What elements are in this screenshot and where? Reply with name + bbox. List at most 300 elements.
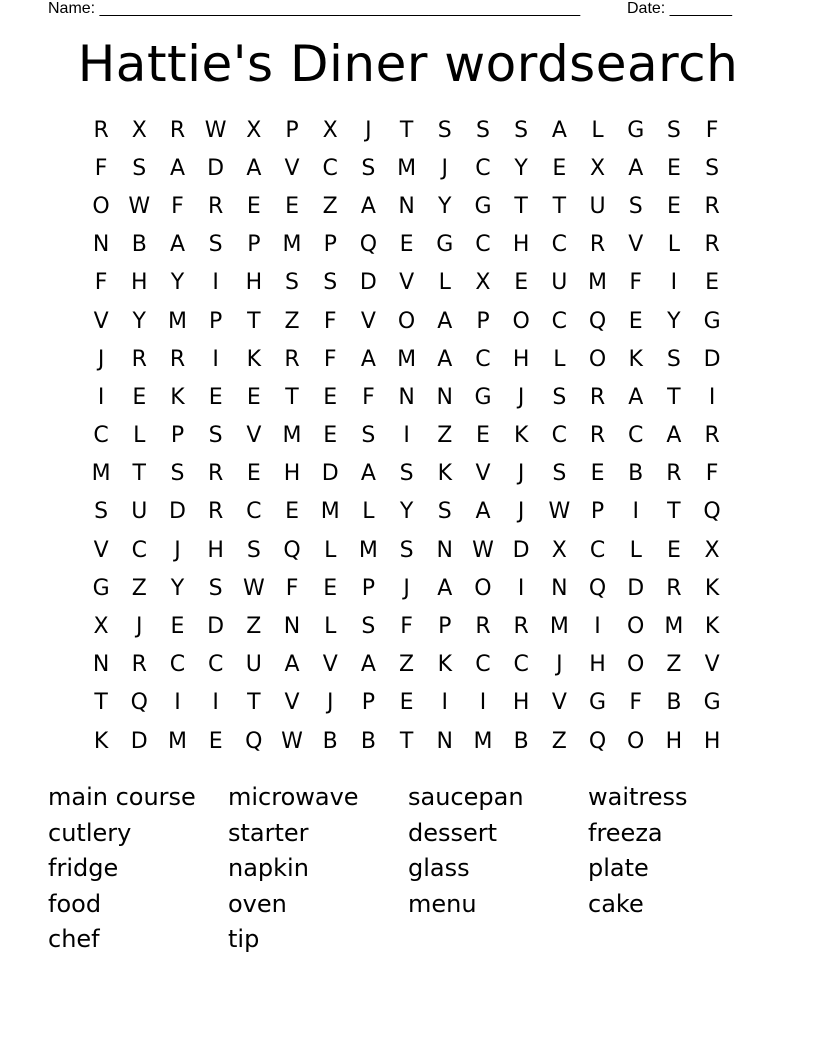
grid-cell: X — [589, 155, 606, 181]
grid-cell: D — [627, 575, 645, 601]
grid-cell: F — [171, 193, 184, 219]
grid-cell: R — [704, 232, 720, 258]
grid-cell: C — [93, 423, 109, 449]
grid-cell: H — [512, 346, 530, 372]
grid-cell: K — [437, 652, 452, 678]
grid-cell: M — [167, 308, 187, 334]
grid-cell: J — [136, 614, 143, 640]
grid-cell: C — [246, 499, 262, 525]
grid-cell: F — [94, 155, 108, 181]
grid-cell: S — [208, 232, 223, 258]
grid-cell: D — [168, 499, 186, 525]
letter-grid — [82, 111, 731, 760]
grid-cell: H — [703, 728, 721, 754]
grid-cell: O — [512, 308, 530, 334]
grid-cell: J — [517, 384, 525, 410]
grid-cell: P — [209, 308, 223, 334]
grid-cell: F — [629, 690, 643, 716]
grid-cell: X — [704, 537, 720, 563]
grid-cell: N — [92, 652, 110, 678]
grid-cell: L — [324, 614, 337, 640]
grid-cell: R — [704, 193, 720, 219]
grid-cell: Q — [359, 232, 378, 258]
grid-cell: A — [628, 384, 644, 410]
grid-cell: T — [667, 384, 681, 410]
grid-cell: I — [708, 384, 716, 410]
grid-cell: P — [323, 232, 337, 258]
grid-cell: L — [553, 346, 566, 372]
grid-cell: U — [245, 652, 262, 678]
grid-cell: Y — [132, 308, 146, 334]
grid-cell: B — [360, 728, 376, 754]
grid-cell: I — [174, 690, 181, 716]
grid-cell: G — [703, 690, 721, 716]
grid-cell: O — [474, 575, 492, 601]
word-list-item: starter — [228, 818, 309, 847]
grid-cell: Z — [131, 575, 147, 601]
grid-cell: I — [479, 690, 487, 716]
grid-cell: S — [170, 461, 185, 487]
grid-cell: W — [128, 193, 151, 219]
word-list-item: fridge — [48, 854, 119, 882]
grid-cell: A — [360, 346, 376, 372]
word-list-item: waitress — [588, 783, 688, 811]
word-list-item: napkin — [228, 854, 309, 882]
grid-cell: Q — [588, 308, 607, 334]
grid-cell: O — [627, 614, 645, 640]
grid-cell: E — [514, 270, 529, 296]
grid-cell: J — [97, 346, 105, 372]
grid-cell: B — [513, 728, 529, 754]
grid-cell: E — [132, 384, 147, 410]
word-list-item: microwave — [228, 783, 359, 811]
grid-cell: J — [365, 117, 372, 143]
grid-cell: R — [666, 575, 682, 601]
grid-cell: P — [361, 575, 376, 601]
grid-cell: R — [666, 461, 682, 487]
grid-cell: C — [628, 423, 644, 449]
grid-cell: K — [513, 423, 529, 449]
grid-cell: Q — [588, 728, 607, 754]
grid-cell: A — [437, 575, 453, 601]
grid-cell: J — [441, 155, 449, 181]
page-title: Hattie's Diner wordsearch — [77, 35, 739, 93]
grid-cell: N — [398, 384, 415, 410]
grid-cell: H — [131, 270, 148, 296]
grid-cell: J — [174, 537, 181, 563]
grid-cell: J — [556, 652, 563, 678]
grid-cell: V — [475, 461, 491, 487]
grid-cell: I — [670, 270, 678, 296]
grid-cell: E — [590, 461, 605, 487]
grid-cell: M — [91, 461, 111, 487]
grid-cell: O — [627, 652, 645, 678]
grid-cell: R — [704, 423, 720, 449]
grid-cell: R — [208, 461, 224, 487]
grid-cell: V — [93, 537, 109, 563]
grid-cell: N — [92, 232, 110, 258]
grid-cell: O — [588, 346, 607, 372]
grid-cell: Q — [245, 728, 263, 754]
grid-cell: E — [285, 499, 299, 525]
grid-cell: T — [552, 193, 567, 219]
grid-cell: O — [397, 308, 416, 334]
grid-cell: M — [320, 499, 340, 525]
grid-cell: V — [93, 308, 109, 334]
grid-cell: S — [208, 423, 223, 449]
grid-cell: V — [360, 308, 376, 334]
grid-cell: H — [589, 652, 606, 678]
grid-cell: K — [170, 384, 185, 410]
grid-cell: A — [628, 155, 644, 181]
grid-cell: D — [207, 614, 225, 640]
grid-cell: G — [627, 117, 645, 143]
grid-cell: S — [514, 117, 529, 143]
grid-cell: R — [169, 346, 186, 372]
grid-cell: A — [169, 155, 185, 181]
grid-cell: T — [94, 690, 108, 716]
grid-cell: C — [131, 537, 147, 563]
grid-cell: A — [169, 232, 185, 258]
grid-cell: A — [437, 346, 453, 372]
grid-cell: F — [285, 575, 299, 601]
grid-cell: E — [323, 423, 338, 449]
grid-cell: E — [246, 193, 261, 219]
grid-cell: M — [588, 270, 608, 296]
grid-cell: G — [436, 232, 454, 258]
grid-cell: M — [282, 423, 302, 449]
word-list-item: saucepan — [408, 783, 524, 811]
grid-cell: S — [552, 461, 567, 487]
grid-cell: H — [207, 537, 224, 563]
grid-cell: M — [358, 537, 378, 563]
grid-cell: Z — [437, 423, 453, 449]
grid-cell: C — [475, 155, 491, 181]
grid-cell: H — [512, 690, 530, 716]
grid-cell: R — [208, 193, 224, 219]
grid-cell: F — [94, 270, 108, 296]
grid-cell: S — [552, 384, 567, 410]
grid-cell: X — [551, 537, 567, 563]
grid-cell: S — [705, 155, 720, 181]
grid-cell: U — [131, 499, 148, 525]
word-list-item: cake — [588, 889, 644, 918]
word-list-item: main course — [48, 783, 196, 811]
grid-cell: R — [131, 346, 147, 372]
grid-cell: E — [285, 193, 299, 219]
grid-cell: F — [362, 384, 375, 410]
grid-cell: I — [517, 575, 525, 601]
grid-cell: S — [208, 575, 223, 601]
grid-cell: Q — [703, 499, 721, 525]
grid-cell: A — [666, 423, 682, 449]
grid-cell: P — [476, 308, 490, 334]
grid-cell: C — [589, 537, 606, 563]
grid-cell: N — [436, 537, 454, 563]
grid-cell: A — [437, 308, 453, 334]
grid-cell: I — [212, 690, 219, 716]
grid-cell: M — [397, 346, 417, 372]
grid-cell: Z — [666, 652, 682, 678]
word-list-item: glass — [408, 854, 470, 882]
grid-cell: D — [207, 155, 225, 181]
grid-cell: D — [703, 346, 721, 372]
grid-cell: Y — [667, 308, 681, 334]
grid-cell: C — [322, 155, 338, 181]
grid-cell: S — [361, 614, 376, 640]
grid-cell: M — [664, 614, 684, 640]
grid-cell: T — [132, 461, 146, 487]
grid-cell: Z — [284, 308, 300, 334]
grid-cell: E — [666, 193, 681, 219]
grid-cell: A — [360, 652, 376, 678]
grid-cell: V — [704, 652, 720, 678]
grid-cell: C — [551, 232, 568, 258]
grid-cell: N — [551, 575, 568, 601]
grid-cell: X — [322, 117, 338, 143]
grid-cell: K — [704, 614, 720, 640]
grid-cell: E — [399, 232, 414, 258]
grid-cell: G — [474, 193, 492, 219]
grid-cell: C — [475, 232, 491, 258]
grid-cell: I — [212, 346, 219, 372]
grid-cell: A — [360, 461, 376, 487]
grid-cell: C — [551, 308, 568, 334]
grid-cell: B — [322, 728, 338, 754]
grid-cell: M — [282, 232, 302, 258]
grid-cell: T — [514, 193, 528, 219]
word-list-item: menu — [408, 889, 477, 918]
grid-cell: L — [133, 423, 146, 449]
grid-cell: S — [285, 270, 300, 296]
grid-cell: E — [208, 384, 223, 410]
word-list-item: dessert — [408, 818, 498, 847]
word-list-item: freeza — [588, 818, 663, 847]
grid-cell: P — [247, 232, 261, 258]
grid-cell: V — [284, 690, 300, 716]
grid-cell: S — [132, 155, 147, 181]
grid-cell: W — [242, 575, 265, 601]
grid-cell: F — [323, 346, 337, 372]
grid-cell: K — [628, 346, 643, 372]
grid-cell: E — [666, 537, 681, 563]
grid-cell: R — [131, 652, 147, 678]
grid-cell: O — [627, 728, 645, 754]
grid-cell: S — [323, 270, 338, 296]
grid-cell: F — [705, 117, 719, 143]
grid-cell: B — [666, 690, 682, 716]
grid-cell: K — [246, 346, 262, 372]
grid-cell: S — [475, 117, 490, 143]
grid-cell: G — [589, 690, 607, 716]
grid-cell: E — [476, 423, 490, 449]
grid-cell: U — [589, 193, 606, 219]
grid-cell: V — [551, 690, 567, 716]
grid-cell: N — [436, 728, 454, 754]
grid-cell: W — [472, 537, 494, 563]
grid-cell: E — [246, 384, 261, 410]
grid-cell: R — [475, 614, 491, 640]
grid-cell: M — [549, 614, 569, 640]
grid-cell: L — [362, 499, 375, 525]
grid-cell: P — [285, 117, 299, 143]
grid-cell: F — [323, 308, 337, 334]
grid-cell: L — [629, 537, 642, 563]
grid-cell: S — [666, 117, 681, 143]
grid-cell: Y — [170, 575, 185, 601]
grid-cell: K — [93, 728, 109, 754]
grid-cell: R — [513, 614, 529, 640]
grid-cell: L — [324, 537, 337, 563]
grid-cell: X — [246, 117, 262, 143]
grid-cell: D — [359, 270, 377, 296]
grid-cell: F — [400, 614, 413, 640]
grid-cell: X — [93, 614, 109, 640]
grid-cell: B — [628, 461, 644, 487]
grid-cell: J — [517, 499, 525, 525]
grid-cell: V — [284, 155, 300, 181]
grid-cell: R — [284, 346, 300, 372]
grid-cell: H — [512, 232, 530, 258]
grid-cell: E — [552, 155, 567, 181]
grid-cell: E — [628, 308, 643, 334]
grid-cell: S — [246, 537, 261, 563]
grid-cell: N — [398, 193, 415, 219]
word-list-item: tip — [228, 925, 260, 953]
grid-cell: Y — [170, 270, 185, 296]
grid-cell: T — [399, 728, 414, 754]
grid-cell: M — [167, 728, 187, 754]
grid-cell: C — [513, 652, 529, 678]
grid-cell: G — [703, 308, 721, 334]
grid-cell: P — [438, 614, 452, 640]
grid-cell: W — [204, 117, 227, 143]
word-list-item: cutlery — [48, 818, 132, 847]
grid-cell: B — [131, 232, 147, 258]
grid-cell: S — [437, 499, 452, 525]
word-list-item: oven — [228, 889, 287, 918]
grid-cell: E — [323, 384, 338, 410]
grid-cell: Z — [322, 193, 338, 219]
grid-cell: S — [666, 346, 681, 372]
grid-cell: P — [170, 423, 185, 449]
grid-cell: Q — [130, 690, 148, 716]
grid-cell: T — [285, 384, 299, 410]
grid-cell: A — [284, 652, 300, 678]
grid-cell: V — [628, 232, 644, 258]
name-field-line: Name: ______________________________________________________ — [48, 0, 581, 17]
grid-cell: R — [589, 384, 606, 410]
grid-cell: H — [245, 270, 263, 296]
word-list-item: chef — [48, 925, 100, 953]
grid-cell: I — [594, 614, 601, 640]
grid-cell: N — [436, 384, 454, 410]
grid-cell: F — [629, 270, 643, 296]
grid-cell: W — [548, 499, 571, 525]
grid-cell: T — [667, 499, 681, 525]
grid-cell: D — [130, 728, 148, 754]
grid-cell: G — [92, 575, 110, 601]
grid-cell: T — [247, 690, 261, 716]
grid-cell: K — [437, 461, 452, 487]
grid-cell: R — [589, 232, 606, 258]
grid-cell: X — [475, 270, 491, 296]
grid-cell: C — [551, 423, 568, 449]
grid-cell: A — [246, 155, 262, 181]
grid-cell: R — [169, 117, 186, 143]
grid-cell: Q — [588, 575, 607, 601]
grid-cell: G — [474, 384, 492, 410]
grid-cell: Z — [551, 728, 567, 754]
grid-cell: R — [208, 499, 224, 525]
grid-cell: C — [475, 652, 491, 678]
grid-cell: Y — [438, 193, 452, 219]
grid-cell: C — [475, 346, 491, 372]
grid-cell: I — [632, 499, 639, 525]
grid-cell: J — [326, 690, 334, 716]
grid-cell: Y — [399, 499, 414, 525]
grid-cell: V — [246, 423, 262, 449]
grid-cell: S — [399, 537, 414, 563]
grid-cell: J — [403, 575, 410, 601]
grid-cell: T — [247, 308, 261, 334]
grid-cell: X — [131, 117, 147, 143]
word-list-item: plate — [588, 854, 649, 882]
grid-cell: I — [97, 384, 105, 410]
grid-cell: S — [361, 423, 376, 449]
grid-cell: I — [403, 423, 410, 449]
grid-cell: P — [361, 690, 376, 716]
grid-cell: E — [705, 270, 720, 296]
grid-cell: R — [93, 117, 109, 143]
grid-cell: E — [323, 575, 338, 601]
grid-cell: I — [212, 270, 219, 296]
grid-cell: S — [361, 155, 376, 181]
grid-cell: R — [589, 423, 606, 449]
grid-cell: W — [281, 728, 303, 754]
word-list-item: food — [48, 889, 102, 918]
grid-cell: Z — [399, 652, 415, 678]
grid-cell: L — [438, 270, 451, 296]
grid-cell: K — [704, 575, 720, 601]
grid-cell: F — [705, 461, 719, 487]
grid-cell: Z — [246, 614, 262, 640]
grid-cell: E — [246, 461, 261, 487]
grid-cell: L — [667, 232, 681, 258]
grid-cell: A — [475, 499, 491, 525]
grid-cell: Y — [514, 155, 528, 181]
grid-cell: D — [512, 537, 530, 563]
grid-cell: D — [321, 461, 339, 487]
grid-cell: S — [437, 117, 452, 143]
grid-cell: E — [208, 728, 223, 754]
grid-cell: S — [399, 461, 414, 487]
grid-cell: S — [628, 193, 643, 219]
grid-cell: I — [441, 690, 449, 716]
grid-cell: N — [283, 614, 301, 640]
grid-cell: U — [551, 270, 568, 296]
grid-cell: V — [322, 652, 338, 678]
grid-cell: L — [591, 117, 604, 143]
grid-cell: P — [590, 499, 605, 525]
grid-cell: M — [397, 155, 417, 181]
grid-cell: H — [665, 728, 683, 754]
grid-cell: O — [92, 193, 110, 219]
grid-cell: H — [283, 461, 301, 487]
grid-cell: E — [666, 155, 681, 181]
grid-cell: M — [473, 728, 493, 754]
grid-cell: C — [207, 652, 224, 678]
